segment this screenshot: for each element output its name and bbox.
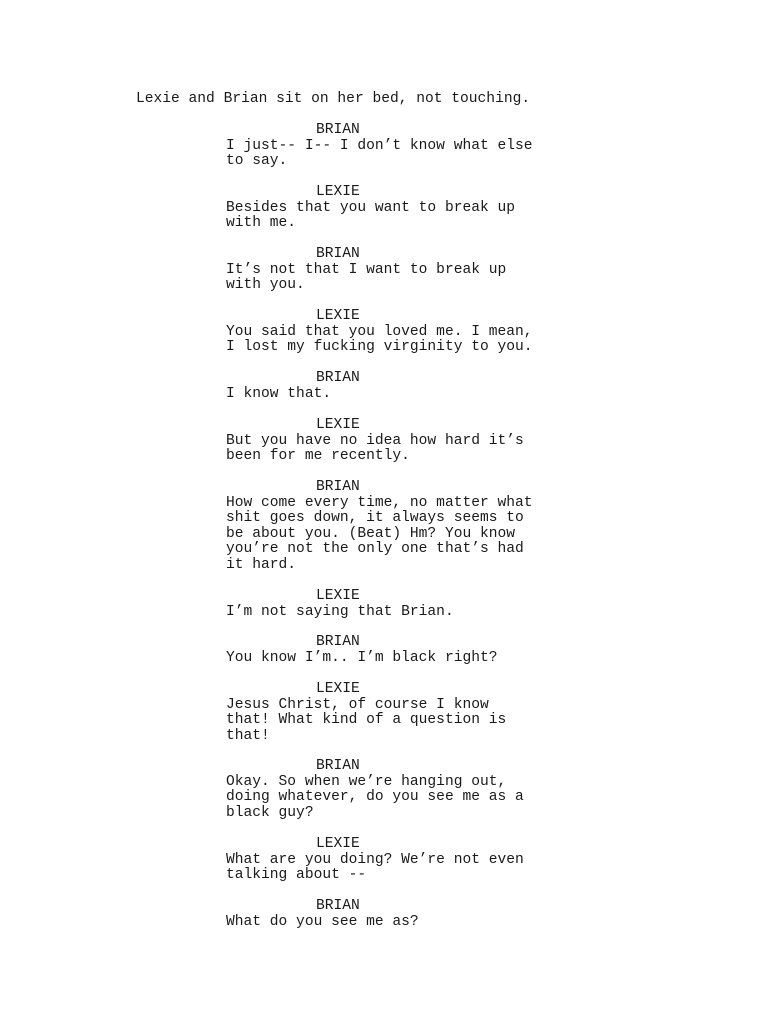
character-name: LEXIE [316,588,360,604]
dialogue-line: been for me recently. [226,448,410,464]
dialogue-line: I just-- I-- I don’t know what else [226,137,533,154]
dialogue-line: to say. [226,153,288,169]
dialogue-text [226,775,524,822]
dialogue-line: What are you doing? We’re not even [226,851,524,868]
dialogue-line: that! [226,727,270,744]
dialogue-line: talking about -- [226,867,367,883]
dialogue-text [226,605,454,621]
dialogue-text [226,853,524,884]
character-name: BRIAN [316,370,360,386]
dialogue-text [226,651,498,667]
dialogue-line: It’s not that I want to break up [226,261,507,278]
dialogue-line: I lost my fucking virginity to you. [226,339,533,355]
dialogue-line: I know that. [226,385,332,402]
dialogue-line: you’re not the only one that’s had [226,541,524,557]
dialogue-text [226,387,331,403]
character-name: LEXIE [316,836,360,852]
dialogue-line: that! What kind of a question is [226,712,507,728]
dialogue-line: Okay. So when we’re hanging out, [226,773,507,790]
dialogue-line: But you have no idea how hard it’s [226,432,524,449]
dialogue-line: shit goes down, it always seems to [226,510,524,526]
dialogue-line: Besides that you want to break up [226,199,516,216]
dialogue-line: black guy? [226,804,314,821]
dialogue-text [226,496,533,574]
character-name: LEXIE [316,308,360,324]
dialogue-line: How come every time, no matter what [226,494,533,511]
dialogue-line: What do you see me as? [226,913,419,930]
dialogue-text [226,139,533,170]
character-name: BRIAN [316,479,360,495]
character-name: LEXIE [316,417,360,433]
dialogue-line: be about you. (Beat) Hm? You know [226,525,516,542]
dialogue-line: I’m not saying that Brian. [226,603,454,620]
dialogue-line: You know I’m.. I’m black right? [226,649,498,666]
dialogue-line: with you. [226,277,305,293]
dialogue-text [226,698,506,745]
character-name: BRIAN [316,122,360,138]
character-name: BRIAN [316,634,360,650]
dialogue-line: You said that you loved me. I mean, [226,323,533,340]
dialogue-line: doing whatever, do you see me as a [226,789,524,805]
dialogue-text [226,325,533,356]
action-line: Lexie and Brian sit on her bed, not touching. [136,91,531,107]
dialogue-text [226,201,515,232]
character-name: BRIAN [316,758,360,774]
character-name: BRIAN [316,246,360,262]
dialogue-line: Jesus Christ, of course I know [226,696,489,713]
character-name: BRIAN [316,898,360,914]
dialogue-line: with me. [226,215,297,231]
dialogue-line: it hard. [226,556,297,573]
dialogue-text [226,263,506,294]
character-name: LEXIE [316,184,360,200]
dialogue-text [226,915,419,931]
dialogue-text [226,434,524,465]
character-name: LEXIE [316,681,360,697]
